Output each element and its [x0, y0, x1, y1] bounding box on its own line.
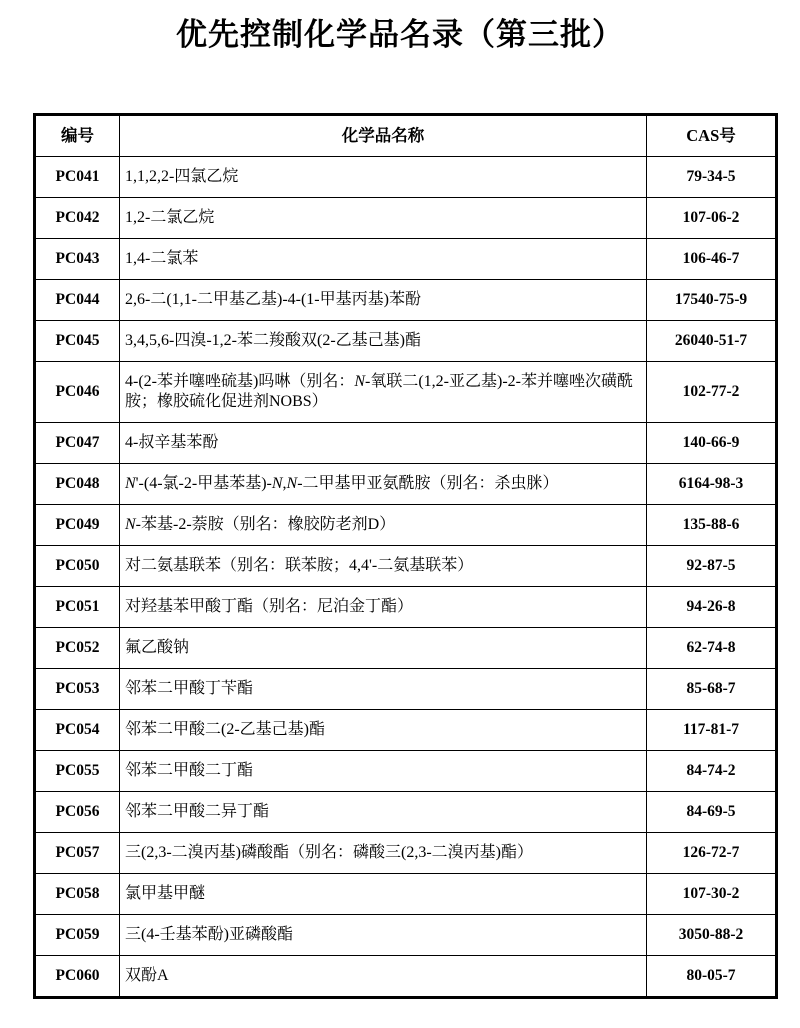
- table-row: [35, 833, 777, 874]
- table-row: [35, 710, 777, 751]
- cell-cas-number: 94-26-8: [647, 587, 777, 628]
- table-header-row: [35, 115, 777, 157]
- cell-cas-number: 62-74-8: [647, 628, 777, 669]
- table-row: [35, 628, 777, 669]
- table-body: [35, 157, 777, 998]
- cell-cas-number: 26040-51-7: [647, 321, 777, 362]
- cell-cas-number: 79-34-5: [647, 157, 777, 198]
- cell-chemical-name: 邻苯二甲酸二丁酯: [120, 751, 647, 792]
- table-row: [35, 751, 777, 792]
- table-header: [35, 115, 777, 157]
- cell-cas-number: 117-81-7: [647, 710, 777, 751]
- cell-chemical-name: 邻苯二甲酸二异丁酯: [120, 792, 647, 833]
- cell-cas-number: 135-88-6: [647, 505, 777, 546]
- table-row: [35, 792, 777, 833]
- cell-chemical-name: N'-(4-氯-2-甲基苯基)-N,N-二甲基甲亚氨酰胺（别名：杀虫脒）: [120, 464, 647, 505]
- cell-cas-number: 107-30-2: [647, 874, 777, 915]
- cell-chemical-name: 2,6-二(1,1-二甲基乙基)-4-(1-甲基丙基)苯酚: [120, 280, 647, 321]
- cell-cas-number: 102-77-2: [647, 362, 777, 423]
- cell-id: PC053: [35, 669, 120, 710]
- table-row: [35, 669, 777, 710]
- cell-cas-number: 6164-98-3: [647, 464, 777, 505]
- table-row: [35, 915, 777, 956]
- cell-id: PC044: [35, 280, 120, 321]
- page-title: 优先控制化学品名录（第三批）: [176, 17, 624, 52]
- table-row: [35, 546, 777, 587]
- cell-chemical-name: 1,1,2,2-四氯乙烷: [120, 157, 647, 198]
- table-row: [35, 464, 777, 505]
- cell-cas-number: 3050-88-2: [647, 915, 777, 956]
- cell-cas-number: 107-06-2: [647, 198, 777, 239]
- cell-id: PC042: [35, 198, 120, 239]
- table-row: [35, 587, 777, 628]
- table-row: [35, 362, 777, 423]
- cell-chemical-name: 1,4-二氯苯: [120, 239, 647, 280]
- table-row: [35, 157, 777, 198]
- cell-cas-number: 92-87-5: [647, 546, 777, 587]
- cell-id: PC043: [35, 239, 120, 280]
- cell-chemical-name: 4-叔辛基苯酚: [120, 423, 647, 464]
- cell-chemical-name: 氟乙酸钠: [120, 628, 647, 669]
- table-row: [35, 956, 777, 998]
- table-row: [35, 280, 777, 321]
- table-row: [35, 321, 777, 362]
- cell-id: PC045: [35, 321, 120, 362]
- cell-cas-number: 140-66-9: [647, 423, 777, 464]
- cell-cas-number: 84-74-2: [647, 751, 777, 792]
- table-row: [35, 198, 777, 239]
- cell-id: PC052: [35, 628, 120, 669]
- table-row: [35, 423, 777, 464]
- cell-chemical-name: 对二氨基联苯（别名：联苯胺；4,4'-二氨基联苯）: [120, 546, 647, 587]
- cell-chemical-name: 双酚A: [120, 956, 647, 998]
- cell-id: PC041: [35, 157, 120, 198]
- table-row: [35, 239, 777, 280]
- cell-id: PC051: [35, 587, 120, 628]
- cell-id: PC056: [35, 792, 120, 833]
- cell-chemical-name: 邻苯二甲酸二(2-乙基己基)酯: [120, 710, 647, 751]
- cell-cas-number: 84-69-5: [647, 792, 777, 833]
- cell-id: PC058: [35, 874, 120, 915]
- cell-cas-number: 17540-75-9: [647, 280, 777, 321]
- cell-id: PC046: [35, 362, 120, 423]
- cell-chemical-name: 邻苯二甲酸丁苄酯: [120, 669, 647, 710]
- table-row: [35, 505, 777, 546]
- cell-chemical-name: 3,4,5,6-四溴-1,2-苯二羧酸双(2-乙基己基)酯: [120, 321, 647, 362]
- cell-chemical-name: 三(4-壬基苯酚)亚磷酸酯: [120, 915, 647, 956]
- cell-chemical-name: 对羟基苯甲酸丁酯（别名：尼泊金丁酯）: [120, 587, 647, 628]
- column-header-cas: CAS号: [647, 115, 777, 157]
- cell-id: PC059: [35, 915, 120, 956]
- column-header-id: 编号: [35, 115, 120, 157]
- table-row: [35, 874, 777, 915]
- cell-cas-number: 85-68-7: [647, 669, 777, 710]
- cell-id: PC047: [35, 423, 120, 464]
- cell-cas-number: 80-05-7: [647, 956, 777, 998]
- cell-chemical-name: N-苯基-2-萘胺（别名：橡胶防老剂D）: [120, 505, 647, 546]
- cell-chemical-name: 氯甲基甲醚: [120, 874, 647, 915]
- cell-id: PC055: [35, 751, 120, 792]
- cell-chemical-name: 三(2,3-二溴丙基)磷酸酯（别名：磷酸三(2,3-二溴丙基)酯）: [120, 833, 647, 874]
- cell-chemical-name: 4-(2-苯并噻唑硫基)吗啉（别名：N-氧联二(1,2-亚乙基)-2-苯并噻唑次磺酰胺；橡胶硫化促进剂NOBS）: [120, 362, 647, 423]
- cell-id: PC049: [35, 505, 120, 546]
- cell-cas-number: 126-72-7: [647, 833, 777, 874]
- cell-id: PC060: [35, 956, 120, 998]
- cell-cas-number: 106-46-7: [647, 239, 777, 280]
- chemicals-table: [33, 113, 778, 999]
- cell-id: PC048: [35, 464, 120, 505]
- column-header-name: 化学品名称: [120, 115, 647, 157]
- cell-id: PC050: [35, 546, 120, 587]
- cell-id: PC054: [35, 710, 120, 751]
- cell-id: PC057: [35, 833, 120, 874]
- cell-chemical-name: 1,2-二氯乙烷: [120, 198, 647, 239]
